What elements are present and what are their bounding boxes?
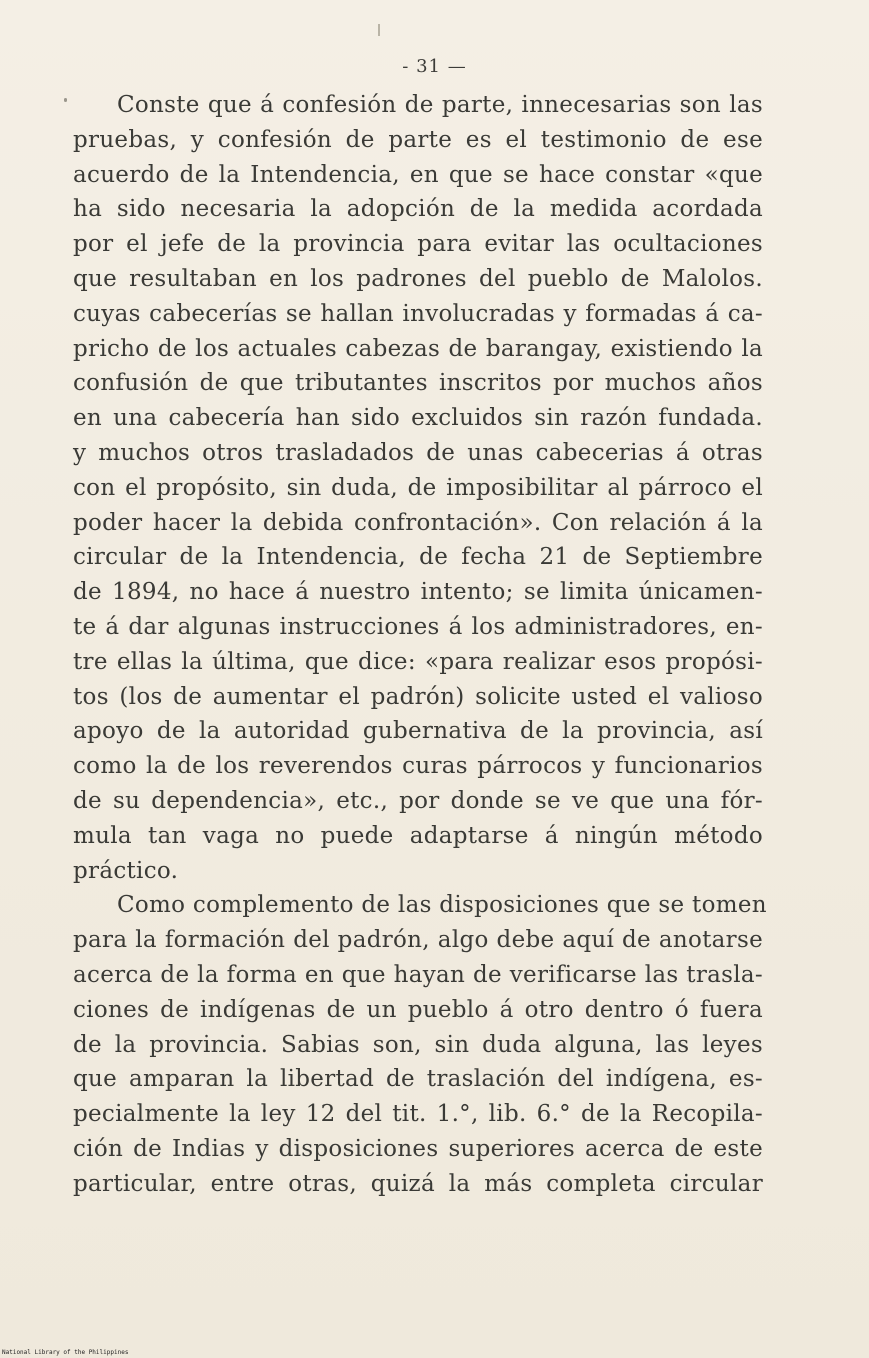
- body-text: [73, 88, 767, 1202]
- text-line: que resultaban en los padrones del pueblo de Malolos.: [73, 265, 763, 292]
- text-line: que amparan la libertad de traslación del indígena, es-: [73, 1066, 763, 1093]
- text-line: como la de los reverendos curas párrocos y funcionarios: [73, 753, 763, 780]
- library-footer: National Library of the Philippines: [2, 1349, 129, 1356]
- text-line: pruebas, y confesión de parte es el testimonio de ese: [73, 126, 763, 153]
- text-line: mula tan vaga no puede adaptarse á ningún método: [73, 822, 763, 849]
- text-line: con el propósito, sin duda, de imposibilitar al párroco el: [73, 474, 763, 501]
- text-line: particular, entre otras, quizá la más completa circular: [73, 1170, 763, 1197]
- text-line: Como complemento de las disposiciones que se tomen: [117, 892, 767, 919]
- text-line: tre ellas la última, que dice: «para realizar esos propósi-: [73, 648, 763, 675]
- text-line: cuyas cabecerías se hallan involucradas y formadas á ca-: [73, 300, 763, 327]
- text-line: ción de Indias y disposiciones superiores acerca de este: [73, 1135, 763, 1162]
- text-line: apoyo de la autoridad gubernativa de la provincia, así: [73, 718, 763, 745]
- text-line: para la formación del padrón, algo debe aquí de anotarse: [73, 927, 763, 954]
- text-line: te á dar algunas instrucciones á los administradores, en-: [73, 613, 763, 640]
- text-line: acerca de la forma en que hayan de verificarse las trasla-: [73, 961, 763, 988]
- text-line: en una cabecería han sido excluidos sin razón fundada.: [73, 405, 763, 432]
- text-line: Conste que á confesión de parte, innecesarias son las: [117, 92, 763, 118]
- text-line: ciones de indígenas de un pueblo á otro dentro ó fuera: [73, 996, 763, 1023]
- text-line: tos (los de aumentar el padrón) solicite usted el valioso: [73, 683, 763, 710]
- text-line: por el jefe de la provincia para evitar las ocultaciones: [73, 231, 763, 258]
- text-line: poder hacer la debida confrontación». Con relación á la: [73, 509, 763, 536]
- text-line: de la provincia. Sabias son, sin duda alguna, las leyes: [73, 1031, 763, 1058]
- text-line: acuerdo de la Intendencia, en que se hace constar «que: [73, 161, 763, 188]
- text-line: pricho de los actuales cabezas de barangay, existiendo la: [73, 335, 763, 362]
- text-line: práctico.: [73, 857, 179, 884]
- text-line: pecialmente la ley 12 del tit. 1.°, lib. 6.° de la Recopila-: [73, 1101, 763, 1128]
- text-line: ha sido necesaria la adopción de la medida acordada: [73, 196, 763, 223]
- text-line: circular de la Intendencia, de fecha 21 de Septiembre: [73, 544, 763, 571]
- text-line: de su dependencia», etc., por donde se ve que una fór-: [73, 787, 763, 814]
- scan-mark: [378, 24, 380, 36]
- text-line: y muchos otros trasladados de unas cabecerias á otras: [73, 439, 763, 466]
- ink-speck: [64, 98, 67, 102]
- text-line: de 1894, no hace á nuestro intento; se limita únicamen-: [73, 579, 763, 606]
- page-number: - 31 —: [402, 56, 467, 77]
- text-line: confusión de que tributantes inscritos por muchos años: [73, 370, 763, 397]
